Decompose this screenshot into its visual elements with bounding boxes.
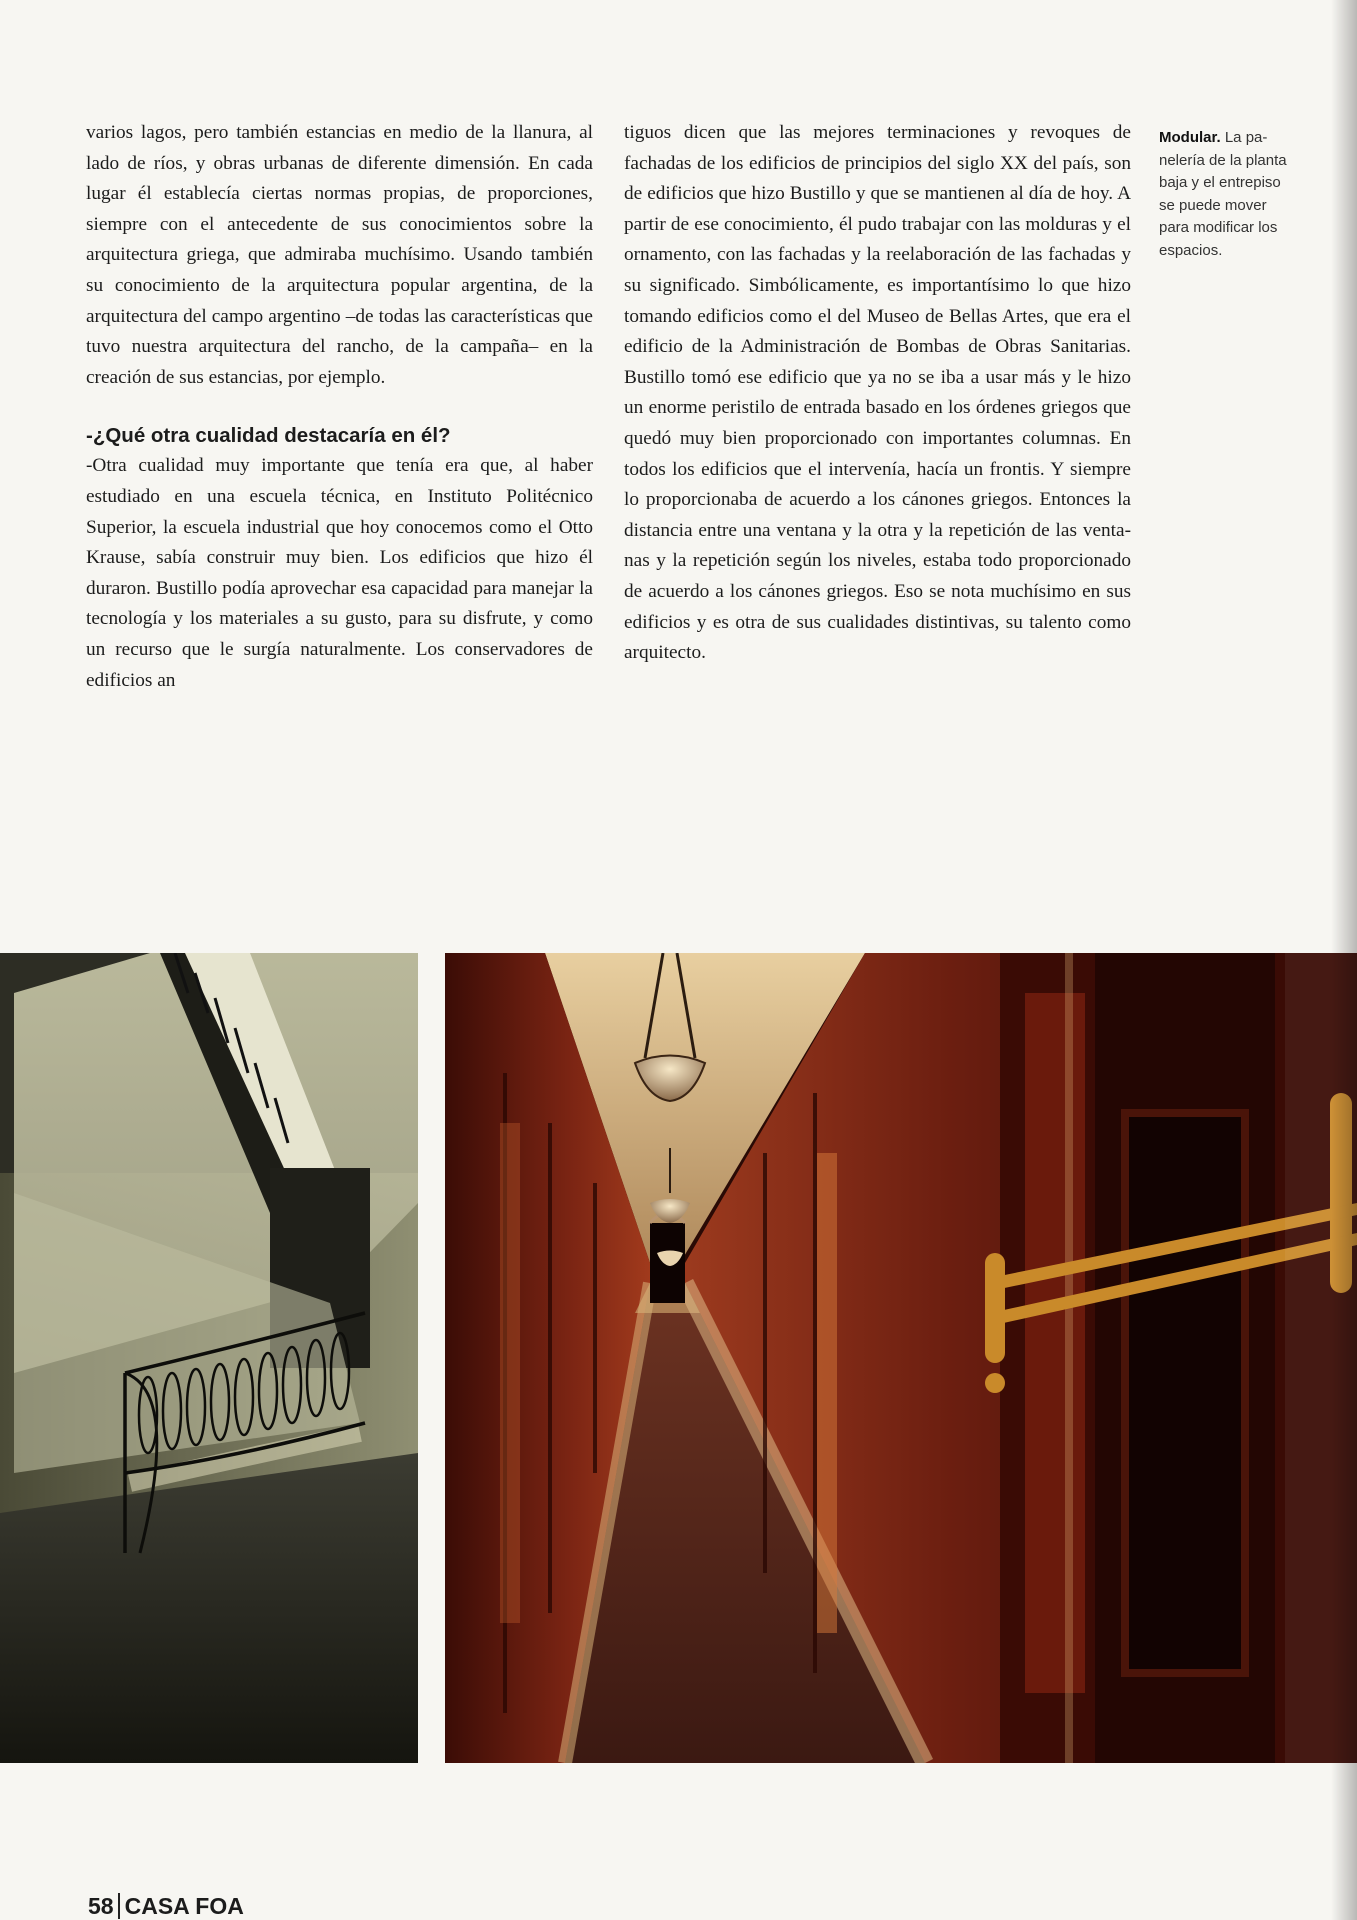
magazine-name: CASA FOA	[124, 1893, 244, 1919]
caption-body: La panelería de la planta baja y el entrepiso se puede mover para modificar los espacios.	[1159, 129, 1287, 259]
interview-question: -¿Qué otra cualidad destacaría en él?	[86, 424, 451, 448]
photo-caption	[1159, 127, 1299, 262]
body-paragraph: -Otra cualidad muy importante que tenía era que, al haber estudiado en una escuela técnica, en Instituto Politécnico Superior, la escuela industrial que hoy conocemos como el Otto Krause, sabía construir muy bien. Los edificios que hizo él duraron. Bustillo podía aprovechar esa capacidad para manejar la tecnología y los materiales a su gusto, para su disfrute, y como un recurso que le surgía naturalmente. Los conservadores de edificios an	[86, 455, 593, 691]
caption-title: Modular.	[1159, 129, 1221, 146]
text-column-right	[624, 118, 1131, 669]
page-gutter-shadow	[1331, 0, 1357, 1920]
staircase-photo	[0, 953, 418, 1763]
page-footer	[88, 1893, 244, 1919]
body-paragraph: tiguos dicen que las mejores terminaciones y revoques de fachadas de los edificios de principios del siglo XX del país, son de edificios que hizo Bustillo y que se mantienen al día de hoy. A partir de ese conocimiento, él pudo trabajar con las molduras y el ornamento, con las fachadas y la reelaboración de las fachadas y su significado. Simbólicamente, es importantísimo lo que hizo tomando edificios como el del Museo de Bellas Artes, que era el edificio de la Administración de Bombas de Obras Sanitarias. Bustillo tomó ese edificio que ya no se iba a usar más y le hizo un enorme peristilo de entrada basado en los órdenes griegos que quedó muy bien proporcionado con importantes columnas. En todos los edificios que el intervenía, hacía un frontis. Y siempre lo proporcionaba de acuerdo a los cánones griegos. Entonces la distancia entre una ventana y la otra y la repetición de las ventanas y la repetición según los niveles, estaba todo proporcionado de acuerdo a los cánones griegos. Eso se nota muchísimo en sus edificios y es otra de sus cualidades distintivas, su talento como arquitecto.	[624, 122, 1131, 664]
corridor-photo	[445, 953, 1357, 1763]
text-column-left	[86, 118, 593, 696]
page-number: 58	[88, 1893, 114, 1919]
footer-divider	[118, 1893, 120, 1919]
body-paragraph: varios lagos, pero también estancias en medio de la llanura, al lado de ríos, y obras urbanas de diferente dimensión. En cada lugar él establecía ciertas normas propias, de proporciones, siempre con el antecedente de sus conocimientos sobre la arquitectura griega, que admiraba muchísimo. Usando también su conocimiento de la arquitectura popular argentina, de la arquitectura del campo argentino –de todas las características que tuvo nuestra arquitectura del rancho, de la campaña– en la creación de sus estancias, por ejemplo.	[86, 122, 593, 388]
